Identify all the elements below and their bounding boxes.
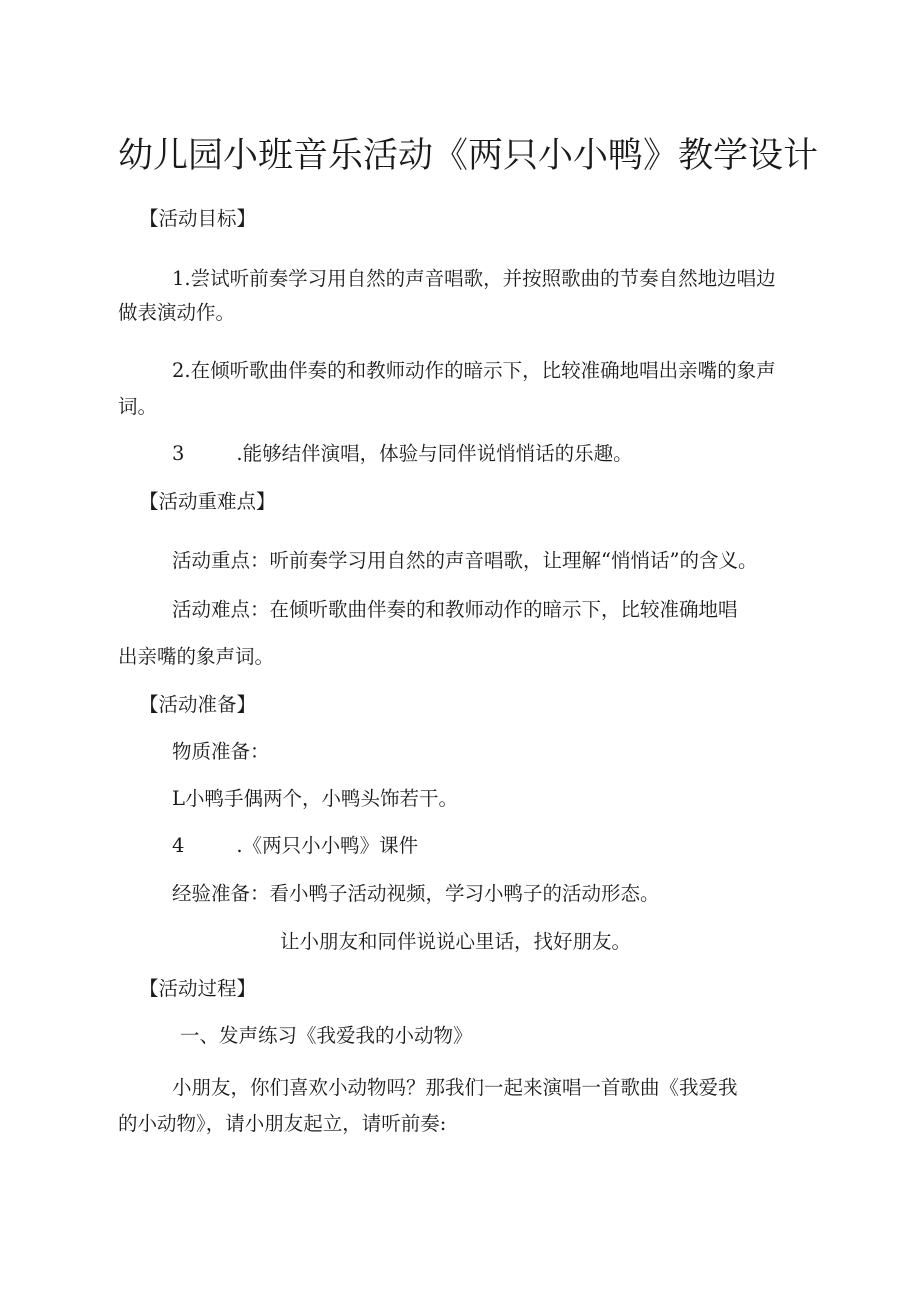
preparation-heading: 【活动准备】	[139, 693, 257, 716]
preparation-extra: 让小朋友和同伴说说心里话，找好朋友。	[280, 930, 632, 953]
process-heading: 【活动过程】	[139, 977, 257, 1000]
goals-heading: 【活动目标】	[139, 207, 257, 230]
goal-3-number: 3	[172, 442, 185, 465]
step-1-title: 一、发声练习《我爱我的小动物》	[180, 1024, 473, 1047]
key-point: 活动重点：听前奏学习用自然的声音唱歌，让理解“悄悄话”的含义。	[172, 549, 758, 572]
document-title: 幼儿园小班音乐活动《两只小小鸭》教学设计	[118, 136, 819, 176]
goal-2-line-1: 2.在倾听歌曲伴奏的和教师动作的暗示下，比较准确地唱出亲嘴的象声	[172, 359, 776, 382]
step-1-line-2: 的小动物》，请小朋友起立，请听前奏:	[118, 1112, 447, 1135]
goal-3	[172, 440, 633, 468]
goal-3-text: .能够结伴演唱，体验与同伴说悄悄话的乐趣。	[236, 442, 633, 465]
experience-preparation: 经验准备：看小鸭子活动视频，学习小鸭子的活动形态。	[172, 882, 660, 905]
material-item-2	[172, 832, 418, 860]
goal-1-line-1: 1.尝试听前奏学习用自然的声音唱歌，并按照歌曲的节奏自然地边唱边	[172, 267, 776, 290]
difficult-point-line-1: 活动难点：在倾听歌曲伴奏的和教师动作的暗示下，比较准确地唱	[172, 598, 738, 621]
material-item-2-text: .《两只小小鸭》课件	[236, 834, 419, 857]
material-item-2-number: 4	[172, 834, 185, 857]
goal-2-line-2: 词。	[118, 395, 158, 418]
key-points-heading: 【活动重难点】	[139, 490, 276, 513]
difficult-point-line-2: 出亲嘴的象声词。	[118, 645, 275, 668]
step-1-line-1: 小朋友，你们喜欢小动物吗？那我们一起来演唱一首歌曲《我爱我	[172, 1076, 738, 1099]
goal-1-line-2: 做表演动作。	[118, 301, 236, 324]
material-item-1: L小鸭手偶两个，小鸭头饰若干。	[172, 787, 458, 810]
material-label: 物质准备：	[172, 740, 270, 763]
